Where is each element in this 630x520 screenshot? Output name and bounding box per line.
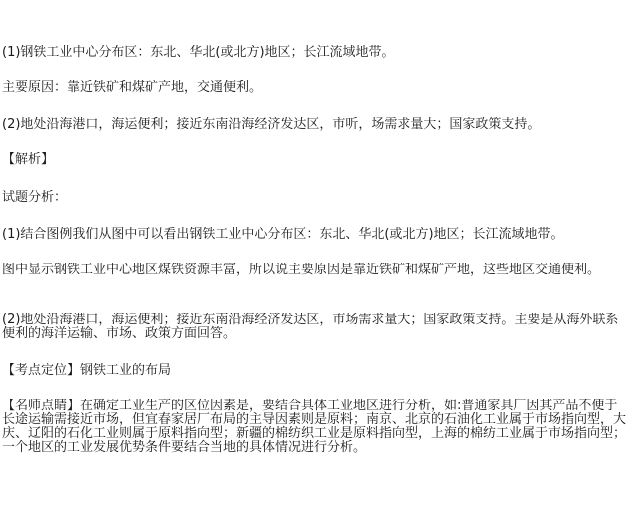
analysis-paragraph-1: (1)结合图例我们从图中可以看出钢铁工业中心分布区：东北、华北(或北方)地区；长江流域地带。 [2,227,564,242]
analysis-paragraph-2: 图中显示钢铁工业中心地区煤铁资源丰富，所以说主要原因是靠近铁矿和煤矿产地，这些地区交通便利。 [2,263,601,277]
answer-part2-line: (2)地处沿海港口，海运便利；接近东南沿海经济发达区，市听，场需求量大；国家政策支持。 [2,117,541,132]
mingshi-paragraph: 【名师点睛】在确定工业生产的区位因素是，要结合具体工业地区进行分析，如:普通家具厂因其产品不便于长途运输需接近市场，但宜春家居厂布局的主导因素则是原料；南京、北京的石油化工业属于市场指向型，大庆、辽阳的石化工业则属于原料指向型；新疆的棉纺织工业是原料指向型，上海的棉纺工业属于市场指向型；一个地区的工业发展优势条件要结合当地的具体情况进行分析。 [2,399,626,455]
answer-reason-line: 主要原因：靠近铁矿和煤矿产地，交通便利。 [2,80,263,95]
analysis-intro: 试题分析： [2,190,68,205]
answer-part1-line: (1)钢铁工业中心分布区：东北、华北(或北方)地区；长江流域地带。 [2,45,395,60]
kaodian-line: 【考点定位】钢铁工业的布局 [2,363,172,378]
analysis-header: 【解析】 [2,152,55,167]
analysis-paragraph-3: (2)地处沿海港口，海运便利；接近东南沿海经济发达区，市场需求量大；国家政策支持。主要是从海外联系便利的海洋运输、市场、政策方面回答。 [2,313,619,341]
